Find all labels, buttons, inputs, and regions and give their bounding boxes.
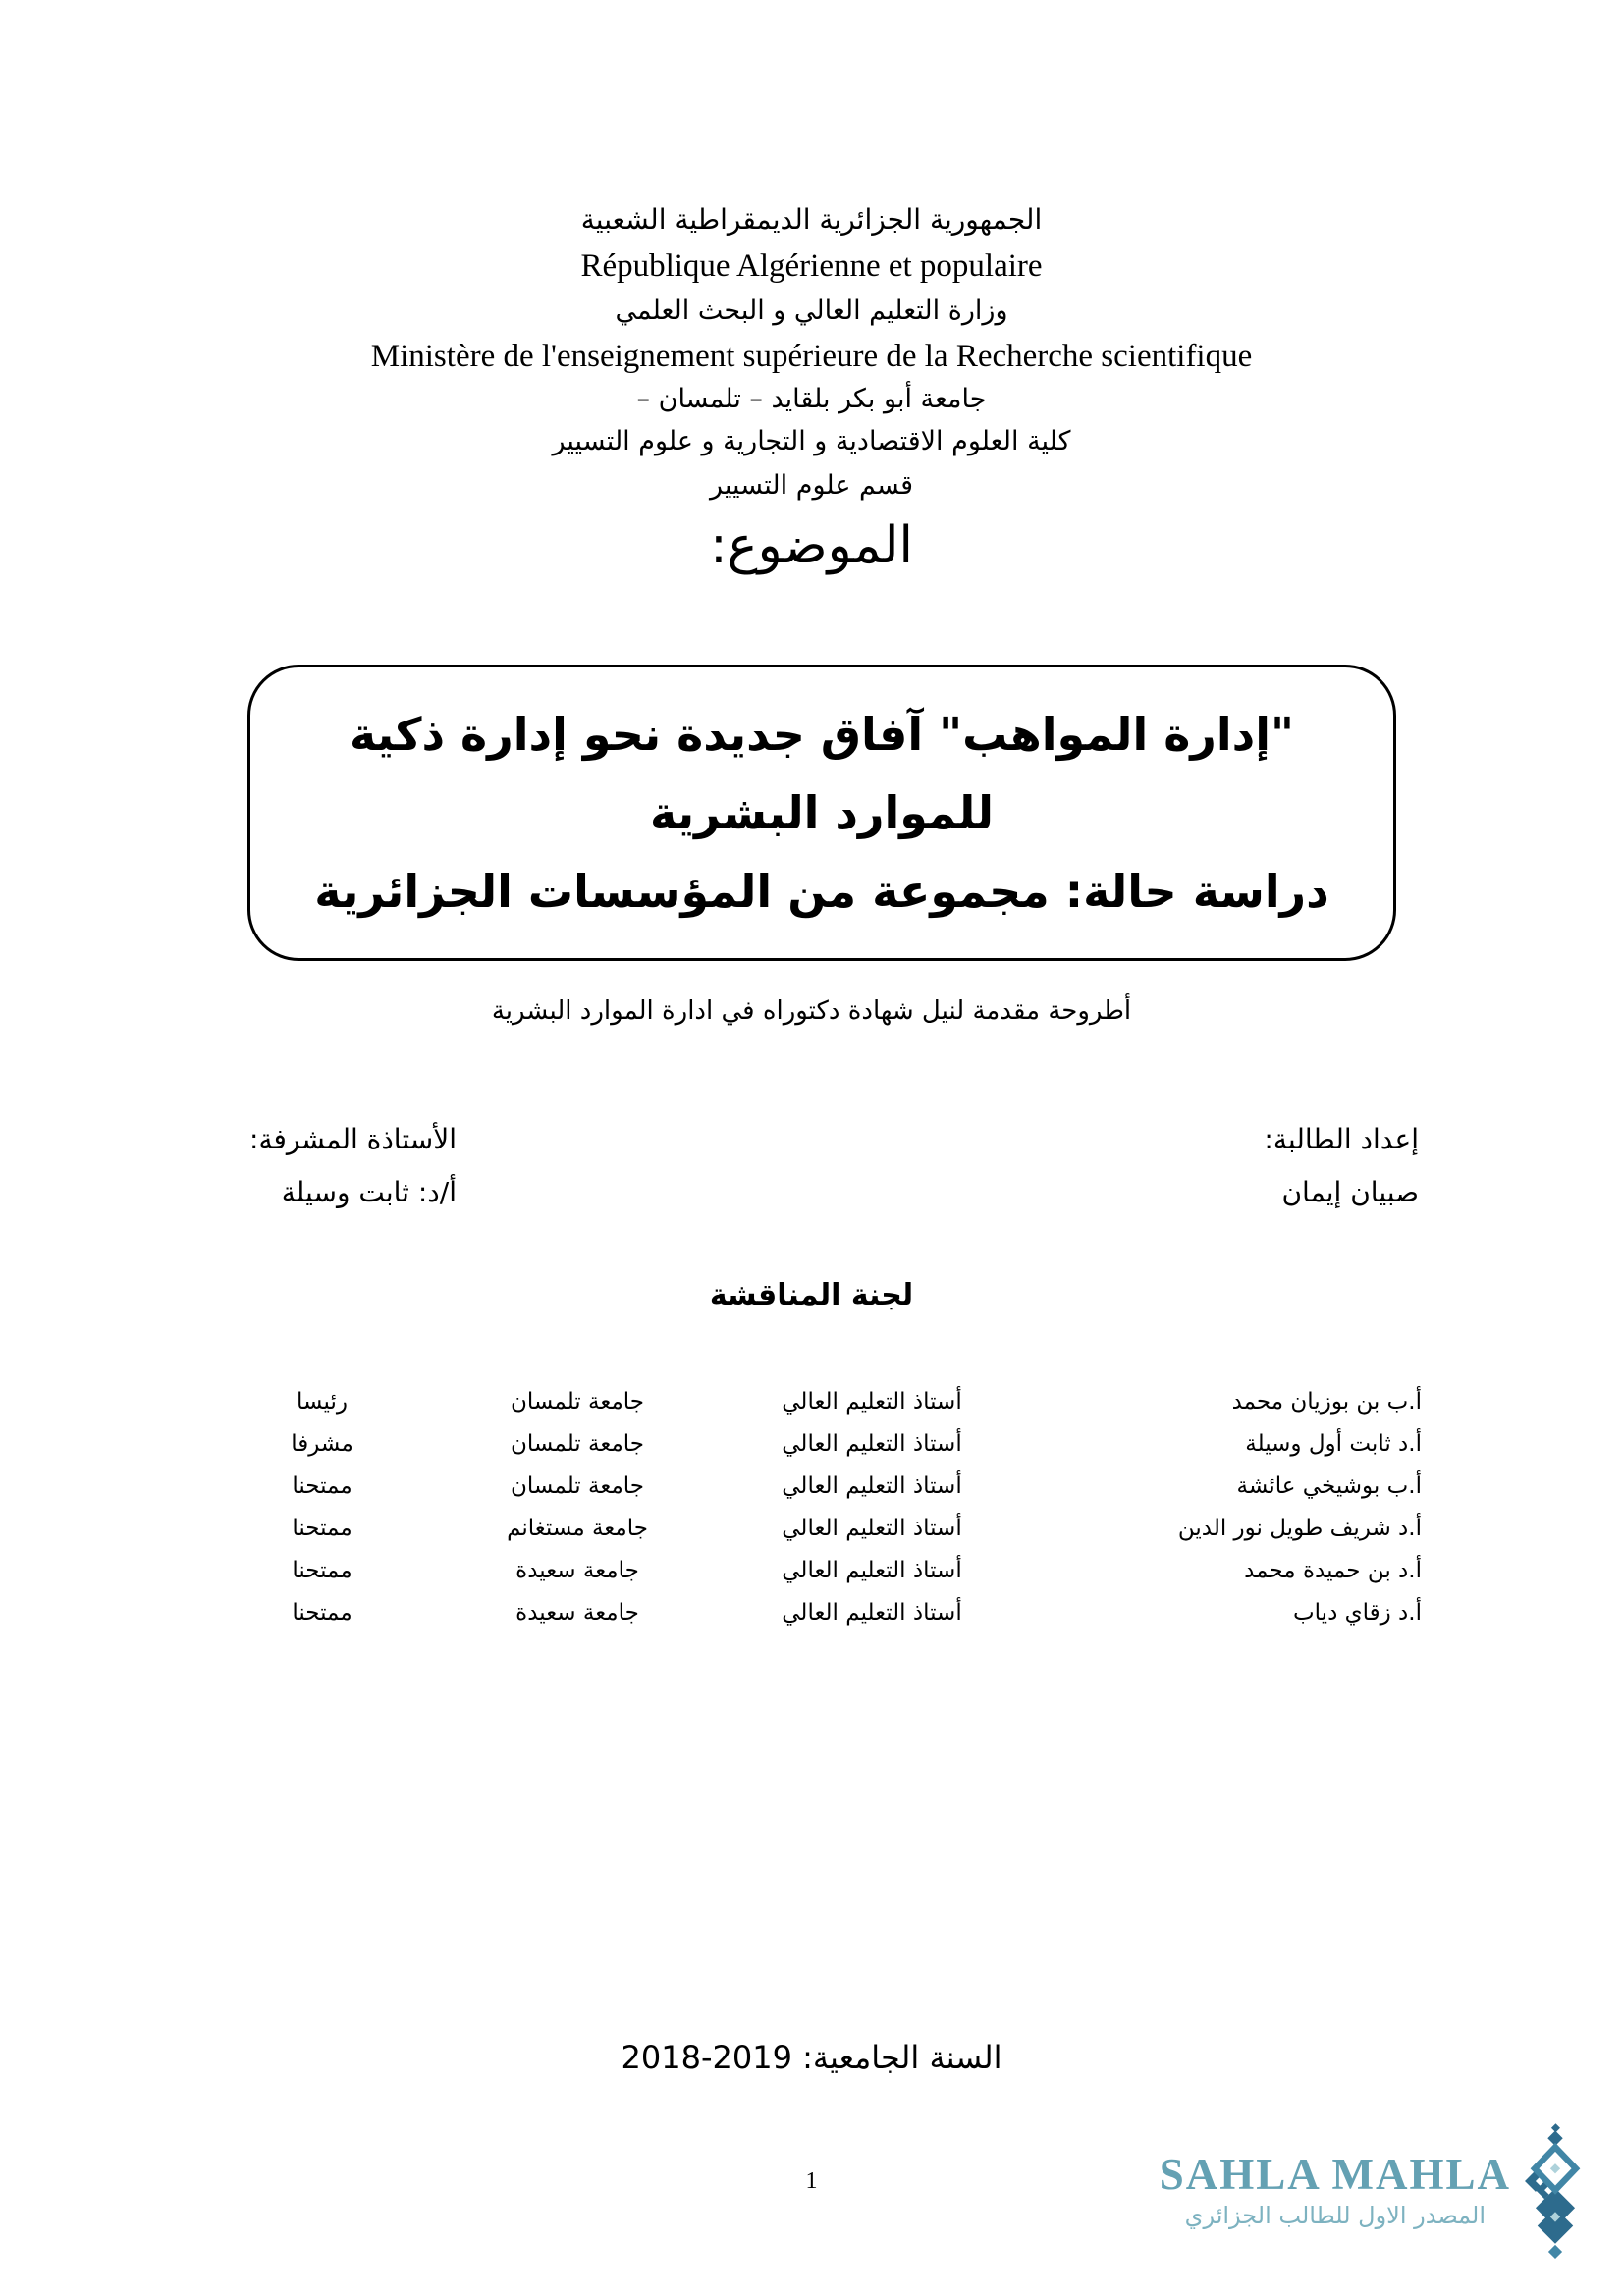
sahla-mahla-logo — [1160, 2122, 1596, 2260]
committee-member-name: أ.د بن حميدة محمد — [1244, 1558, 1422, 1583]
committee-member-role: ممتحنا — [292, 1516, 352, 1541]
committee-member-role: رئيسا — [297, 1389, 348, 1415]
committee-member-name: أ.ب بن بوزيان محمد — [1231, 1389, 1422, 1415]
committee-heading: لجنة المناقشة — [709, 1278, 914, 1312]
page-number: 1 — [805, 2168, 818, 2194]
committee-table — [204, 1381, 1422, 1634]
supervisor-name: أ/د: ثابت وسيلة — [281, 1176, 457, 1208]
logo-text-block — [1160, 2150, 1511, 2232]
committee-member-name: أ.ب بوشيخي عائشة — [1236, 1473, 1422, 1499]
committee-member-university: جامعة مستغانم — [507, 1516, 648, 1541]
committee-member-role: ممتحنا — [292, 1558, 352, 1583]
document-header — [0, 196, 1623, 583]
committee-member-rank: أستاذ التعليم العالي — [782, 1473, 962, 1499]
supervisor-block — [147, 1113, 457, 1219]
committee-member-rank: أستاذ التعليم العالي — [782, 1516, 962, 1541]
committee-member-role: ممتحنا — [292, 1600, 352, 1626]
supervisor-label: الأستاذة المشرفة: — [249, 1123, 457, 1155]
header-ministry-fr: Ministère de l'enseignement supérieure de la Recherche scientifique — [370, 339, 1253, 374]
thesis-note: أطروحة مقدمة لنيل شهادة دكتوراه في ادارة الموارد البشرية — [491, 996, 1132, 1026]
committee-member-university: جامعة تلمسان — [510, 1431, 644, 1457]
thesis-title-box — [247, 665, 1396, 961]
thesis-title-line-3: دراسة حالة: مجموعة من المؤسسات الجزائرية — [314, 865, 1329, 918]
header-ministry-ar: وزارة التعليم العالي و البحث العلمي — [615, 295, 1008, 326]
header-republic-ar: الجمهورية الجزائرية الديمقراطية الشعبية — [580, 203, 1043, 236]
prepared-by-block — [1264, 1113, 1419, 1219]
prepared-by-name: صبيان إيمان — [1281, 1176, 1419, 1208]
header-department: قسم علوم التسيير — [710, 470, 913, 501]
subject-label: الموضوع: — [710, 516, 913, 575]
header-university: جامعة أبو بكر بلقايد – تلمسان – — [636, 384, 987, 414]
committee-member-rank: أستاذ التعليم العالي — [782, 1431, 962, 1457]
committee-member-role: ممتحنا — [292, 1473, 352, 1499]
committee-member-name: أ.د شريف طويل نور الدين — [1177, 1516, 1422, 1541]
logo-ornament-icon — [1515, 2122, 1596, 2260]
committee-member-university: جامعة سعيدة — [515, 1558, 639, 1583]
logo-tagline-text: المصدر الاول للطالب الجزائري — [1184, 2202, 1487, 2229]
committee-member-name: أ.د ثابت أول وسيلة — [1245, 1431, 1422, 1457]
committee-member-rank: أستاذ التعليم العالي — [782, 1389, 962, 1415]
committee-member-name: أ.د زقاي دياب — [1293, 1600, 1422, 1626]
logo-brand-text: SAHLA MAHLA — [1159, 2150, 1511, 2199]
prepared-by-label: إعداد الطالبة: — [1264, 1123, 1419, 1155]
committee-member-role: مشرفا — [291, 1431, 353, 1457]
thesis-title-line-2: للموارد البشرية — [649, 786, 994, 839]
committee-member-university: جامعة تلمسان — [510, 1389, 644, 1415]
committee-member-rank: أستاذ التعليم العالي — [782, 1558, 962, 1583]
thesis-title-line-1: "إدارة المواهب" آفاق جديدة نحو إدارة ذكية — [350, 708, 1294, 761]
committee-member-university: جامعة سعيدة — [515, 1600, 639, 1626]
header-republic-fr: République Algérienne et populaire — [580, 248, 1043, 284]
header-faculty: كلية العلوم الاقتصادية و التجارية و علوم التسيير — [552, 426, 1071, 456]
committee-member-university: جامعة تلمسان — [510, 1473, 644, 1499]
academic-year: السنة الجامعية: 2019-2018 — [621, 2039, 1002, 2076]
committee-member-rank: أستاذ التعليم العالي — [782, 1600, 962, 1626]
